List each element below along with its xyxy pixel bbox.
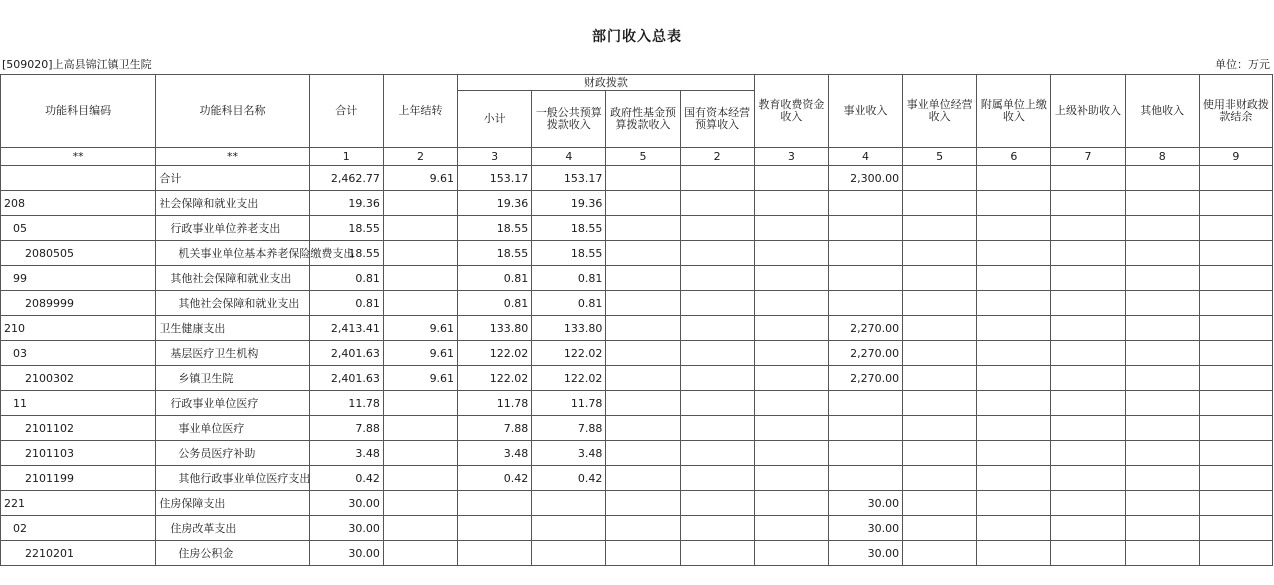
cell-non-fiscal <box>1199 516 1272 541</box>
header-education-fee: 教育收费资金收入 <box>754 75 828 148</box>
cell-non-fiscal <box>1199 341 1272 366</box>
header-gov-fund: 政府性基金预算拨款收入 <box>606 91 680 148</box>
cell-carryover: 9.61 <box>383 366 457 391</box>
index-row <box>1 148 1273 166</box>
cell-carryover <box>383 291 457 316</box>
index-cell: 5 <box>903 148 977 166</box>
cell-affiliated <box>977 516 1051 541</box>
cell-superior-subsidy <box>1051 491 1125 516</box>
cell-subtotal <box>458 541 532 566</box>
cell-other-income <box>1125 191 1199 216</box>
cell-total: 2,401.63 <box>309 341 383 366</box>
cell-other-income <box>1125 516 1199 541</box>
cell-affiliated <box>977 216 1051 241</box>
cell-state-capital <box>680 341 754 366</box>
cell-business-income <box>828 291 902 316</box>
cell-business-operation <box>903 491 977 516</box>
index-cell: 2 <box>383 148 457 166</box>
cell-business-income: 2,270.00 <box>828 366 902 391</box>
cell-total: 0.81 <box>309 266 383 291</box>
cell-non-fiscal <box>1199 441 1272 466</box>
cell-non-fiscal <box>1199 291 1272 316</box>
cell-gov-fund <box>606 516 680 541</box>
header-general-budget: 一般公共预算拨款收入 <box>532 91 606 148</box>
index-cell: ** <box>156 148 309 166</box>
cell-other-income <box>1125 266 1199 291</box>
table-row <box>1 391 1273 416</box>
cell-general-budget: 11.78 <box>532 391 606 416</box>
table-row <box>1 166 1273 191</box>
cell-name: 合计 <box>156 166 309 191</box>
cell-business-operation <box>903 391 977 416</box>
table-row <box>1 241 1273 266</box>
cell-general-budget <box>532 491 606 516</box>
cell-affiliated <box>977 441 1051 466</box>
table-row <box>1 466 1273 491</box>
cell-total: 2,401.63 <box>309 366 383 391</box>
cell-total: 18.55 <box>309 241 383 266</box>
cell-education-fee <box>754 316 828 341</box>
cell-superior-subsidy <box>1051 291 1125 316</box>
cell-non-fiscal <box>1199 316 1272 341</box>
cell-carryover: 9.61 <box>383 341 457 366</box>
cell-subtotal: 3.48 <box>458 441 532 466</box>
cell-name: 基层医疗卫生机构 <box>156 341 309 366</box>
cell-name: 其他行政事业单位医疗支出 <box>156 466 309 491</box>
cell-code: 210 <box>1 316 156 341</box>
cell-gov-fund <box>606 491 680 516</box>
cell-education-fee <box>754 191 828 216</box>
cell-state-capital <box>680 166 754 191</box>
cell-code: 03 <box>1 341 156 366</box>
index-cell: 9 <box>1199 148 1272 166</box>
cell-business-operation <box>903 241 977 266</box>
cell-other-income <box>1125 541 1199 566</box>
cell-gov-fund <box>606 291 680 316</box>
cell-business-operation <box>903 466 977 491</box>
cell-general-budget: 0.81 <box>532 291 606 316</box>
index-cell: 1 <box>309 148 383 166</box>
cell-business-income <box>828 441 902 466</box>
cell-code: 2089999 <box>1 291 156 316</box>
cell-non-fiscal <box>1199 166 1272 191</box>
cell-superior-subsidy <box>1051 266 1125 291</box>
cell-code: 2100302 <box>1 366 156 391</box>
header-superior-subsidy: 上级补助收入 <box>1051 75 1125 148</box>
cell-carryover <box>383 441 457 466</box>
cell-state-capital <box>680 191 754 216</box>
cell-business-income <box>828 391 902 416</box>
cell-gov-fund <box>606 241 680 266</box>
index-cell: 2 <box>680 148 754 166</box>
cell-state-capital <box>680 516 754 541</box>
income-summary-table <box>0 74 1273 566</box>
cell-general-budget: 122.02 <box>532 366 606 391</box>
index-cell: 6 <box>977 148 1051 166</box>
cell-carryover: 9.61 <box>383 166 457 191</box>
cell-code: 208 <box>1 191 156 216</box>
header-total: 合计 <box>309 75 383 148</box>
cell-other-income <box>1125 241 1199 266</box>
index-cell: 8 <box>1125 148 1199 166</box>
cell-total: 30.00 <box>309 541 383 566</box>
index-cell: 4 <box>532 148 606 166</box>
cell-code: 2210201 <box>1 541 156 566</box>
cell-carryover <box>383 216 457 241</box>
cell-business-income <box>828 216 902 241</box>
cell-gov-fund <box>606 441 680 466</box>
cell-superior-subsidy <box>1051 516 1125 541</box>
cell-subtotal: 18.55 <box>458 241 532 266</box>
cell-general-budget: 18.55 <box>532 216 606 241</box>
cell-state-capital <box>680 491 754 516</box>
cell-carryover <box>383 466 457 491</box>
cell-superior-subsidy <box>1051 191 1125 216</box>
unit-label: 单位：万元 <box>1215 58 1270 71</box>
cell-general-budget <box>532 516 606 541</box>
cell-total: 3.48 <box>309 441 383 466</box>
cell-business-income <box>828 416 902 441</box>
cell-total: 18.55 <box>309 216 383 241</box>
cell-education-fee <box>754 341 828 366</box>
cell-code: 2101199 <box>1 466 156 491</box>
cell-name: 公务员医疗补助 <box>156 441 309 466</box>
cell-non-fiscal <box>1199 191 1272 216</box>
cell-name: 乡镇卫生院 <box>156 366 309 391</box>
cell-subtotal: 0.42 <box>458 466 532 491</box>
header-code: 功能科目编码 <box>1 75 156 148</box>
cell-superior-subsidy <box>1051 341 1125 366</box>
cell-business-operation <box>903 416 977 441</box>
cell-subtotal: 122.02 <box>458 341 532 366</box>
cell-carryover <box>383 241 457 266</box>
cell-business-operation <box>903 166 977 191</box>
cell-total: 7.88 <box>309 416 383 441</box>
cell-subtotal <box>458 516 532 541</box>
cell-name: 行政事业单位养老支出 <box>156 216 309 241</box>
cell-education-fee <box>754 441 828 466</box>
header-other-income: 其他收入 <box>1125 75 1199 148</box>
cell-gov-fund <box>606 541 680 566</box>
cell-business-income <box>828 241 902 266</box>
cell-other-income <box>1125 291 1199 316</box>
cell-state-capital <box>680 441 754 466</box>
cell-gov-fund <box>606 266 680 291</box>
cell-total: 19.36 <box>309 191 383 216</box>
cell-business-income: 30.00 <box>828 516 902 541</box>
cell-business-income <box>828 266 902 291</box>
cell-non-fiscal <box>1199 366 1272 391</box>
index-cell: 7 <box>1051 148 1125 166</box>
cell-other-income <box>1125 491 1199 516</box>
cell-affiliated <box>977 491 1051 516</box>
cell-education-fee <box>754 166 828 191</box>
cell-code: 221 <box>1 491 156 516</box>
cell-total: 30.00 <box>309 491 383 516</box>
cell-state-capital <box>680 216 754 241</box>
index-cell: 3 <box>458 148 532 166</box>
table-row <box>1 291 1273 316</box>
cell-affiliated <box>977 466 1051 491</box>
cell-state-capital <box>680 241 754 266</box>
cell-affiliated <box>977 366 1051 391</box>
cell-education-fee <box>754 241 828 266</box>
cell-education-fee <box>754 516 828 541</box>
cell-state-capital <box>680 416 754 441</box>
cell-superior-subsidy <box>1051 416 1125 441</box>
table-row <box>1 266 1273 291</box>
organization-label: [509020]上高县锦江镇卫生院 <box>2 58 152 71</box>
cell-other-income <box>1125 341 1199 366</box>
cell-subtotal: 122.02 <box>458 366 532 391</box>
cell-education-fee <box>754 266 828 291</box>
header-business-income: 事业收入 <box>828 75 902 148</box>
table-row <box>1 316 1273 341</box>
cell-affiliated <box>977 191 1051 216</box>
table-row <box>1 416 1273 441</box>
header-name: 功能科目名称 <box>156 75 309 148</box>
cell-other-income <box>1125 316 1199 341</box>
cell-affiliated <box>977 241 1051 266</box>
cell-general-budget: 7.88 <box>532 416 606 441</box>
cell-affiliated <box>977 166 1051 191</box>
cell-affiliated <box>977 341 1051 366</box>
cell-affiliated <box>977 416 1051 441</box>
cell-business-income <box>828 466 902 491</box>
cell-education-fee <box>754 541 828 566</box>
cell-non-fiscal <box>1199 466 1272 491</box>
cell-superior-subsidy <box>1051 316 1125 341</box>
header-non-fiscal: 使用非财政拨款结余 <box>1199 75 1272 148</box>
cell-general-budget: 153.17 <box>532 166 606 191</box>
cell-superior-subsidy <box>1051 216 1125 241</box>
cell-business-operation <box>903 541 977 566</box>
cell-business-operation <box>903 291 977 316</box>
cell-name: 其他社会保障和就业支出 <box>156 291 309 316</box>
cell-business-operation <box>903 366 977 391</box>
cell-non-fiscal <box>1199 491 1272 516</box>
table-row <box>1 191 1273 216</box>
cell-general-budget: 0.42 <box>532 466 606 491</box>
cell-state-capital <box>680 266 754 291</box>
cell-carryover <box>383 541 457 566</box>
cell-non-fiscal <box>1199 241 1272 266</box>
cell-affiliated <box>977 541 1051 566</box>
cell-business-income: 2,300.00 <box>828 166 902 191</box>
cell-business-income: 2,270.00 <box>828 316 902 341</box>
cell-carryover: 9.61 <box>383 316 457 341</box>
cell-affiliated <box>977 316 1051 341</box>
header-carryover: 上年结转 <box>383 75 457 148</box>
cell-non-fiscal <box>1199 266 1272 291</box>
cell-carryover <box>383 191 457 216</box>
cell-gov-fund <box>606 466 680 491</box>
cell-business-operation <box>903 441 977 466</box>
cell-business-operation <box>903 191 977 216</box>
header-affiliated: 附属单位上缴收入 <box>977 75 1051 148</box>
cell-other-income <box>1125 216 1199 241</box>
cell-other-income <box>1125 416 1199 441</box>
table-row <box>1 491 1273 516</box>
index-cell: 4 <box>828 148 902 166</box>
cell-code: 2101102 <box>1 416 156 441</box>
table-row <box>1 541 1273 566</box>
cell-business-operation <box>903 341 977 366</box>
cell-carryover <box>383 416 457 441</box>
cell-name: 住房公积金 <box>156 541 309 566</box>
cell-state-capital <box>680 541 754 566</box>
cell-non-fiscal <box>1199 541 1272 566</box>
cell-state-capital <box>680 291 754 316</box>
cell-general-budget: 3.48 <box>532 441 606 466</box>
cell-name: 社会保障和就业支出 <box>156 191 309 216</box>
cell-code: 02 <box>1 516 156 541</box>
cell-total: 0.42 <box>309 466 383 491</box>
header-state-capital: 国有资本经营预算收入 <box>680 91 754 148</box>
cell-gov-fund <box>606 191 680 216</box>
cell-education-fee <box>754 366 828 391</box>
cell-superior-subsidy <box>1051 166 1125 191</box>
cell-education-fee <box>754 391 828 416</box>
cell-total: 2,462.77 <box>309 166 383 191</box>
cell-state-capital <box>680 466 754 491</box>
cell-code: 99 <box>1 266 156 291</box>
page-title: 部门收入总表 <box>592 29 682 45</box>
cell-general-budget: 18.55 <box>532 241 606 266</box>
cell-non-fiscal <box>1199 391 1272 416</box>
cell-superior-subsidy <box>1051 466 1125 491</box>
cell-business-income <box>828 191 902 216</box>
cell-subtotal: 18.55 <box>458 216 532 241</box>
cell-non-fiscal <box>1199 416 1272 441</box>
cell-subtotal: 153.17 <box>458 166 532 191</box>
cell-total: 30.00 <box>309 516 383 541</box>
cell-general-budget: 19.36 <box>532 191 606 216</box>
cell-state-capital <box>680 316 754 341</box>
cell-code: 2101103 <box>1 441 156 466</box>
cell-non-fiscal <box>1199 216 1272 241</box>
table-body <box>1 148 1273 566</box>
cell-code: 11 <box>1 391 156 416</box>
cell-name: 事业单位医疗 <box>156 416 309 441</box>
table-row <box>1 366 1273 391</box>
cell-code: 05 <box>1 216 156 241</box>
cell-gov-fund <box>606 316 680 341</box>
cell-carryover <box>383 516 457 541</box>
cell-other-income <box>1125 366 1199 391</box>
cell-gov-fund <box>606 166 680 191</box>
index-cell: ** <box>1 148 156 166</box>
cell-subtotal: 7.88 <box>458 416 532 441</box>
cell-education-fee <box>754 291 828 316</box>
cell-business-income: 30.00 <box>828 491 902 516</box>
cell-superior-subsidy <box>1051 541 1125 566</box>
cell-other-income <box>1125 466 1199 491</box>
cell-general-budget: 122.02 <box>532 341 606 366</box>
index-cell: 5 <box>606 148 680 166</box>
cell-gov-fund <box>606 216 680 241</box>
cell-code: 2080505 <box>1 241 156 266</box>
cell-subtotal: 11.78 <box>458 391 532 416</box>
header-subtotal: 小计 <box>458 91 532 148</box>
cell-carryover <box>383 391 457 416</box>
cell-carryover <box>383 491 457 516</box>
cell-business-income: 30.00 <box>828 541 902 566</box>
cell-name: 行政事业单位医疗 <box>156 391 309 416</box>
cell-general-budget: 133.80 <box>532 316 606 341</box>
cell-subtotal: 133.80 <box>458 316 532 341</box>
table-row <box>1 441 1273 466</box>
cell-subtotal: 19.36 <box>458 191 532 216</box>
cell-gov-fund <box>606 366 680 391</box>
cell-affiliated <box>977 391 1051 416</box>
cell-name: 机关事业单位基本养老保险缴费支出 <box>156 241 309 266</box>
cell-other-income <box>1125 391 1199 416</box>
cell-general-budget: 0.81 <box>532 266 606 291</box>
cell-subtotal: 0.81 <box>458 291 532 316</box>
cell-name: 住房保障支出 <box>156 491 309 516</box>
cell-total: 0.81 <box>309 291 383 316</box>
cell-business-operation <box>903 216 977 241</box>
cell-gov-fund <box>606 391 680 416</box>
cell-business-operation <box>903 516 977 541</box>
cell-gov-fund <box>606 341 680 366</box>
cell-carryover <box>383 266 457 291</box>
cell-superior-subsidy <box>1051 391 1125 416</box>
cell-education-fee <box>754 491 828 516</box>
cell-total: 11.78 <box>309 391 383 416</box>
cell-superior-subsidy <box>1051 441 1125 466</box>
index-cell: 3 <box>754 148 828 166</box>
header-fiscal-group: 财政拨款 <box>458 75 755 91</box>
cell-education-fee <box>754 466 828 491</box>
cell-state-capital <box>680 391 754 416</box>
cell-general-budget <box>532 541 606 566</box>
cell-other-income <box>1125 441 1199 466</box>
cell-subtotal: 0.81 <box>458 266 532 291</box>
cell-code <box>1 166 156 191</box>
cell-name: 住房改革支出 <box>156 516 309 541</box>
cell-business-income: 2,270.00 <box>828 341 902 366</box>
cell-business-operation <box>903 316 977 341</box>
cell-other-income <box>1125 166 1199 191</box>
header-business-operation: 事业单位经营收入 <box>903 75 977 148</box>
cell-total: 2,413.41 <box>309 316 383 341</box>
cell-education-fee <box>754 416 828 441</box>
cell-name: 其他社会保障和就业支出 <box>156 266 309 291</box>
cell-business-operation <box>903 266 977 291</box>
table-row <box>1 216 1273 241</box>
table-row <box>1 341 1273 366</box>
cell-subtotal <box>458 491 532 516</box>
cell-affiliated <box>977 266 1051 291</box>
cell-superior-subsidy <box>1051 241 1125 266</box>
cell-affiliated <box>977 291 1051 316</box>
cell-education-fee <box>754 216 828 241</box>
table-row <box>1 516 1273 541</box>
cell-superior-subsidy <box>1051 366 1125 391</box>
cell-state-capital <box>680 366 754 391</box>
cell-name: 卫生健康支出 <box>156 316 309 341</box>
cell-gov-fund <box>606 416 680 441</box>
